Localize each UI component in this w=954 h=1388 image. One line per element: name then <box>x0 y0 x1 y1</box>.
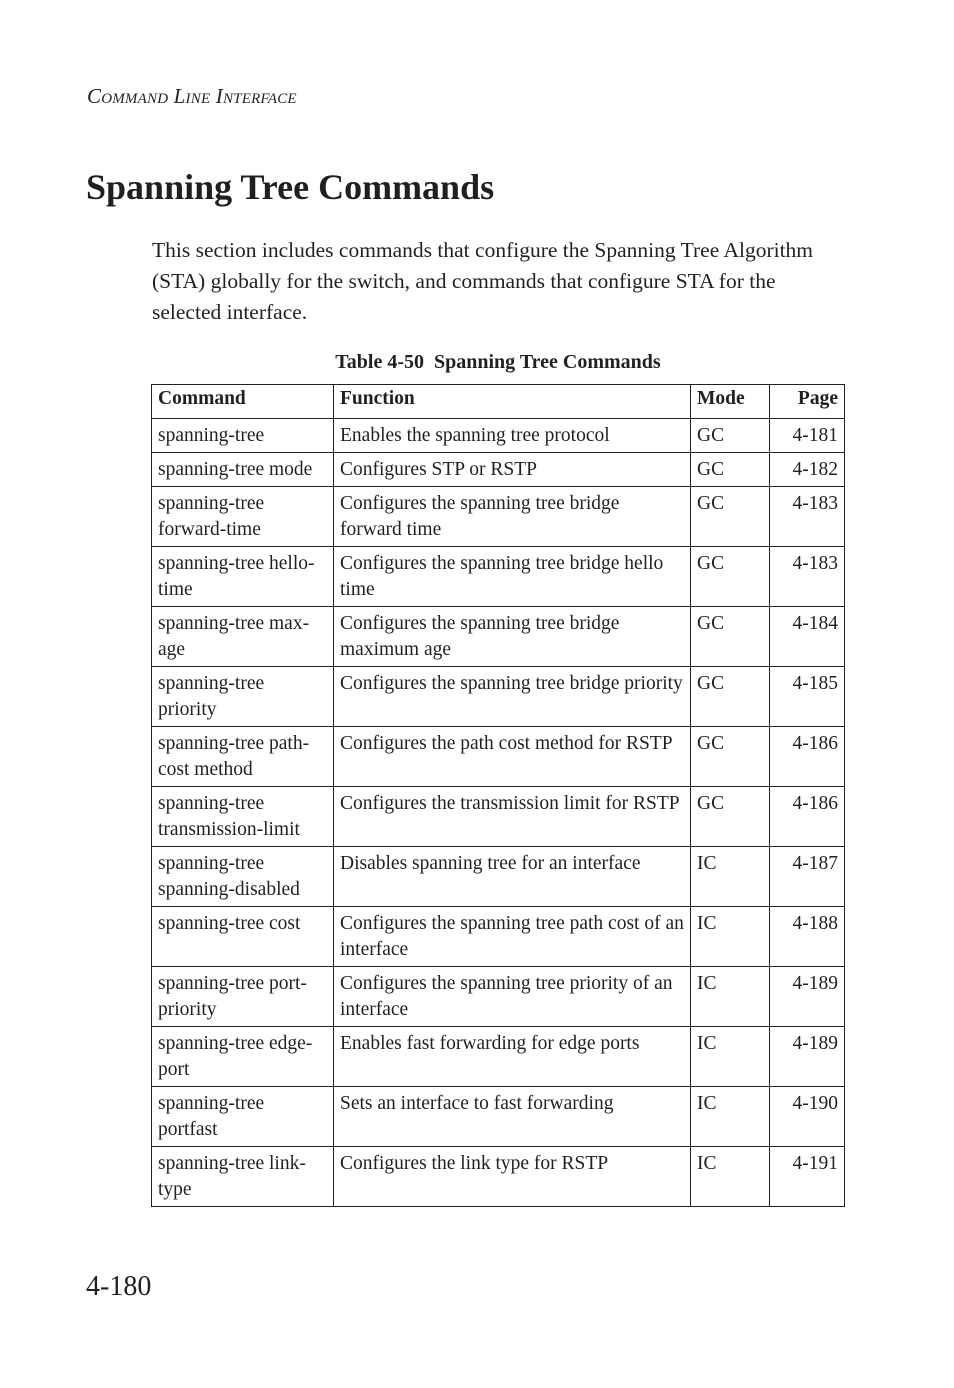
cell-function: Disables spanning tree for an interface <box>334 847 691 907</box>
cell-mode: GC <box>691 453 770 487</box>
running-header: Command Line Interface <box>87 84 297 108</box>
table-row <box>152 607 845 667</box>
table-row <box>152 453 845 487</box>
cell-function: Configures the path cost method for RSTP <box>334 727 691 787</box>
cell-command: spanning-tree edge-port <box>152 1027 334 1087</box>
cell-page: 4-189 <box>770 967 845 1027</box>
table-caption: Table 4-50 Spanning Tree Commands <box>335 351 661 373</box>
intro-paragraph: This section includes commands that configure the Spanning Tree Algorithm (STA) globally for the switch, and commands that configure STA for the selected interface. <box>152 238 814 324</box>
cell-command: spanning-tree max-age <box>152 607 334 667</box>
cell-function: Enables the spanning tree protocol <box>334 419 691 453</box>
cell-page: 4-190 <box>770 1087 845 1147</box>
cell-function: Configures the link type for RSTP <box>334 1147 691 1207</box>
cell-page: 4-183 <box>770 547 845 607</box>
cell-command: spanning-tree <box>152 419 334 453</box>
table-row <box>152 1087 845 1147</box>
cell-page: 4-183 <box>770 487 845 547</box>
cell-page: 4-186 <box>770 727 845 787</box>
cell-function: Configures the spanning tree priority of an interface <box>334 967 691 1027</box>
cell-command: spanning-tree spanning-disabled <box>152 847 334 907</box>
cell-command: spanning-tree port-priority <box>152 967 334 1027</box>
table-row <box>152 907 845 967</box>
table-header-row <box>152 385 845 419</box>
cell-command: spanning-tree mode <box>152 453 334 487</box>
cell-function: Enables fast forwarding for edge ports <box>334 1027 691 1087</box>
cell-command: spanning-tree priority <box>152 667 334 727</box>
table-row <box>152 419 845 453</box>
cell-page: 4-182 <box>770 453 845 487</box>
table-row <box>152 847 845 907</box>
table-row <box>152 727 845 787</box>
cell-command: spanning-tree link-type <box>152 1147 334 1207</box>
cell-command: spanning-tree hello-time <box>152 547 334 607</box>
cell-mode: IC <box>691 1087 770 1147</box>
cell-mode: IC <box>691 847 770 907</box>
cell-command: spanning-tree portfast <box>152 1087 334 1147</box>
cell-page: 4-186 <box>770 787 845 847</box>
page-number: 4-180 <box>86 1271 152 1302</box>
cell-function: Configures the spanning tree bridge forward time <box>334 487 691 547</box>
cell-function: Configures the spanning tree path cost of an interface <box>334 907 691 967</box>
page-title: Spanning Tree Commands <box>86 167 495 207</box>
cell-mode: GC <box>691 547 770 607</box>
header-page: Page <box>770 385 845 419</box>
cell-mode: GC <box>691 487 770 547</box>
spanning-tree-commands-table <box>151 384 845 1207</box>
cell-mode: GC <box>691 607 770 667</box>
cell-command: spanning-tree path-cost method <box>152 727 334 787</box>
cell-mode: GC <box>691 419 770 453</box>
cell-function: Configures STP or RSTP <box>334 453 691 487</box>
cell-page: 4-188 <box>770 907 845 967</box>
cell-command: spanning-tree forward-time <box>152 487 334 547</box>
table-row <box>152 1027 845 1087</box>
cell-function: Configures the spanning tree bridge hello time <box>334 547 691 607</box>
table-row <box>152 547 845 607</box>
cell-function: Configures the transmission limit for RSTP <box>334 787 691 847</box>
cell-mode: GC <box>691 787 770 847</box>
cell-page: 4-189 <box>770 1027 845 1087</box>
header-mode: Mode <box>691 385 770 419</box>
cell-command: spanning-tree transmission-limit <box>152 787 334 847</box>
cell-mode: IC <box>691 1027 770 1087</box>
cell-page: 4-185 <box>770 667 845 727</box>
cell-page: 4-184 <box>770 607 845 667</box>
cell-mode: GC <box>691 667 770 727</box>
header-function: Function <box>334 385 691 419</box>
cell-page: 4-191 <box>770 1147 845 1207</box>
cell-mode: IC <box>691 967 770 1027</box>
cell-function: Sets an interface to fast forwarding <box>334 1087 691 1147</box>
cell-function: Configures the spanning tree bridge priority <box>334 667 691 727</box>
cell-page: 4-187 <box>770 847 845 907</box>
table-row <box>152 667 845 727</box>
table-row <box>152 1147 845 1207</box>
header-command: Command <box>152 385 334 419</box>
cell-page: 4-181 <box>770 419 845 453</box>
cell-command: spanning-tree cost <box>152 907 334 967</box>
cell-mode: IC <box>691 907 770 967</box>
table-body <box>152 419 845 1207</box>
table-row <box>152 787 845 847</box>
cell-function: Configures the spanning tree bridge maximum age <box>334 607 691 667</box>
table-row <box>152 487 845 547</box>
cell-mode: IC <box>691 1147 770 1207</box>
cell-mode: GC <box>691 727 770 787</box>
table-row <box>152 967 845 1027</box>
